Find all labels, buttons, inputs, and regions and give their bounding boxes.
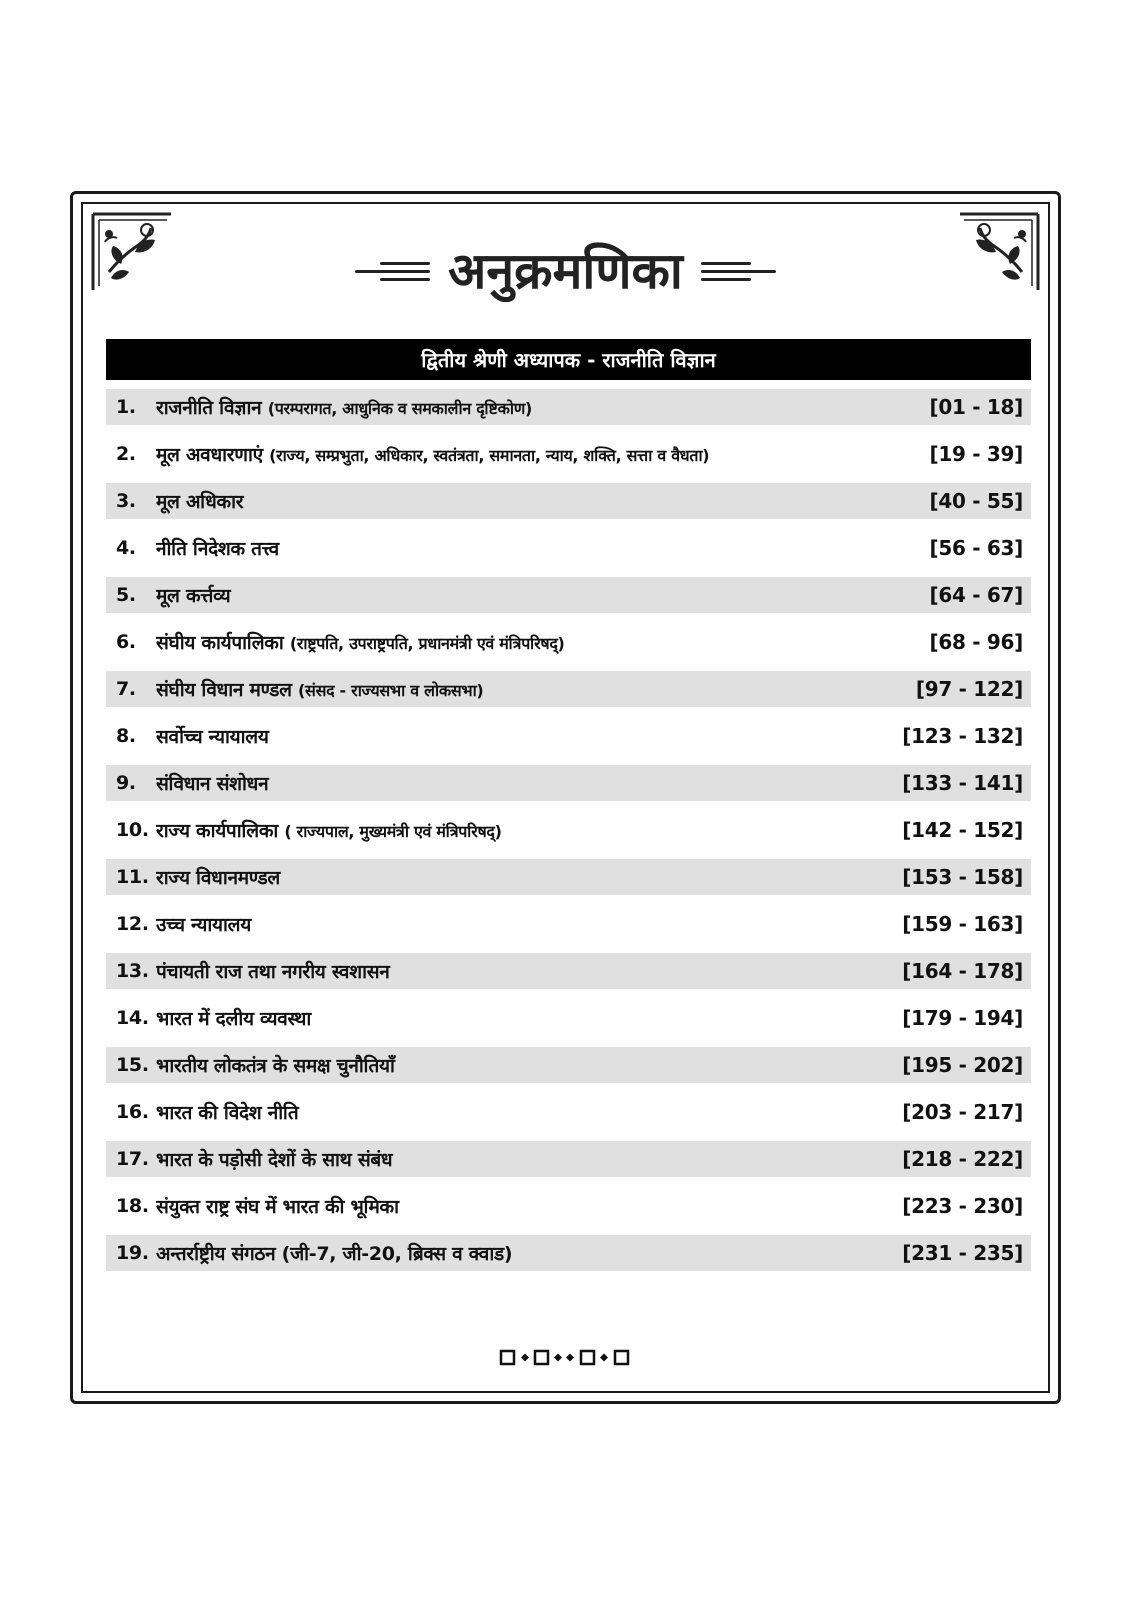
entry-number: 1. bbox=[116, 396, 136, 418]
entry-title: संघीय विधान मण्डल bbox=[156, 679, 292, 701]
section-header: द्वितीय श्रेणी अध्यापक - राजनीति विज्ञान bbox=[106, 339, 1031, 380]
entry-page-range: [56 - 63] bbox=[929, 536, 1023, 560]
entry-topic bbox=[156, 394, 930, 420]
entry-page-range: [133 - 141] bbox=[902, 771, 1023, 795]
entry-subtitle: (संसद - राज्यसभा व लोकसभा) bbox=[298, 681, 484, 700]
entry-topic bbox=[156, 817, 902, 843]
entry-title: भारतीय लोकतंत्र के समक्ष चुनौतियाँ bbox=[156, 1055, 395, 1077]
table-row bbox=[106, 906, 1031, 942]
entry-title: नीति निदेशक तत्त्व bbox=[156, 538, 279, 560]
entry-topic bbox=[156, 488, 930, 514]
title-left-lines bbox=[355, 262, 430, 281]
entry-topic bbox=[156, 582, 930, 608]
footer-ornament bbox=[83, 1348, 1048, 1368]
table-row bbox=[106, 624, 1031, 660]
entry-topic bbox=[156, 535, 930, 561]
entry-page-range: [142 - 152] bbox=[902, 818, 1023, 842]
entry-number: 4. bbox=[116, 537, 136, 559]
entry-title: उच्च न्यायालय bbox=[156, 914, 251, 936]
entry-topic bbox=[156, 1099, 902, 1125]
entry-title: पंचायती राज तथा नगरीय स्वशासन bbox=[156, 961, 390, 983]
entry-page-range: [64 - 67] bbox=[929, 583, 1023, 607]
entry-number: 8. bbox=[116, 725, 136, 747]
table-row bbox=[106, 765, 1031, 801]
entry-title: संघीय कार्यपालिका bbox=[156, 632, 284, 654]
table-row bbox=[106, 812, 1031, 848]
entry-title: संयुक्त राष्ट्र संघ में भारत की भूमिका bbox=[156, 1196, 399, 1218]
table-row bbox=[106, 953, 1031, 989]
entry-title: राज्य विधानमण्डल bbox=[156, 867, 280, 889]
table-row bbox=[106, 671, 1031, 707]
square-diamond-ornament-icon bbox=[499, 1348, 633, 1368]
entry-topic bbox=[156, 1052, 902, 1078]
table-row bbox=[106, 1235, 1031, 1271]
entry-page-range: [159 - 163] bbox=[902, 912, 1023, 936]
entry-title: सर्वोच्च न्यायालय bbox=[156, 726, 269, 748]
entry-topic bbox=[156, 629, 930, 655]
entry-number: 19. bbox=[116, 1242, 149, 1264]
entry-title: मूल कर्त्तव्य bbox=[156, 585, 231, 607]
entry-page-range: [40 - 55] bbox=[929, 489, 1023, 513]
entry-page-range: [01 - 18] bbox=[929, 395, 1023, 419]
entry-page-range: [231 - 235] bbox=[902, 1241, 1023, 1265]
entry-title: मूल अधिकार bbox=[156, 491, 244, 513]
entry-topic bbox=[156, 864, 902, 890]
page-title: अनुक्रमणिका bbox=[448, 242, 683, 300]
entry-topic bbox=[156, 1193, 902, 1219]
entry-number: 13. bbox=[116, 960, 149, 982]
entry-title: भारत के पड़ोसी देशों के साथ संबंध bbox=[156, 1149, 393, 1171]
entry-number: 11. bbox=[116, 866, 149, 888]
entry-number: 6. bbox=[116, 631, 136, 653]
entry-number: 12. bbox=[116, 913, 149, 935]
entry-subtitle: ( राज्यपाल, मुख्यमंत्री एवं मंत्रिपरिषद्) bbox=[284, 822, 502, 841]
entry-number: 9. bbox=[116, 772, 136, 794]
entry-topic bbox=[156, 770, 902, 796]
entry-number: 15. bbox=[116, 1054, 149, 1076]
page-border bbox=[70, 191, 1061, 1404]
table-row bbox=[106, 483, 1031, 519]
entry-page-range: [223 - 230] bbox=[902, 1194, 1023, 1218]
entry-topic bbox=[156, 958, 902, 984]
entry-title: राज्य कार्यपालिका bbox=[156, 820, 279, 842]
entry-page-range: [68 - 96] bbox=[929, 630, 1023, 654]
table-row bbox=[106, 718, 1031, 754]
table-row bbox=[106, 389, 1031, 425]
entry-title: भारत में दलीय व्यवस्था bbox=[156, 1008, 311, 1030]
entry-page-range: [164 - 178] bbox=[902, 959, 1023, 983]
entry-number: 5. bbox=[116, 584, 136, 606]
title-right-lines bbox=[701, 262, 776, 281]
table-row bbox=[106, 1000, 1031, 1036]
table-row bbox=[106, 1094, 1031, 1130]
entry-title: अन्तर्राष्ट्रीय संगठन (जी-7, जी-20, ब्रिक्स व क्वाड) bbox=[156, 1243, 513, 1265]
entry-number: 17. bbox=[116, 1148, 149, 1170]
title-block bbox=[83, 236, 1048, 306]
table-row bbox=[106, 436, 1031, 472]
entry-topic bbox=[156, 1146, 902, 1172]
contents-list bbox=[106, 389, 1031, 1282]
entry-subtitle: (राज्य, सम्प्रभुता, अधिकार, स्वतंत्रता, समानता, न्याय, शक्ति, सत्ता व वैधता) bbox=[269, 446, 710, 465]
entry-page-range: [123 - 132] bbox=[902, 724, 1023, 748]
entry-number: 7. bbox=[116, 678, 136, 700]
entry-number: 18. bbox=[116, 1195, 149, 1217]
entry-title: मूल अवधारणाएं bbox=[156, 444, 263, 466]
entry-title: भारत की विदेश नीति bbox=[156, 1102, 299, 1124]
table-row bbox=[106, 859, 1031, 895]
table-row bbox=[106, 577, 1031, 613]
entry-page-range: [203 - 217] bbox=[902, 1100, 1023, 1124]
entry-subtitle: (परम्परागत, आधुनिक व समकालीन दृष्टिकोण) bbox=[267, 399, 532, 418]
table-row bbox=[106, 1047, 1031, 1083]
entry-topic bbox=[156, 441, 930, 467]
entry-topic bbox=[156, 1005, 902, 1031]
table-row bbox=[106, 1141, 1031, 1177]
entry-title: संविधान संशोधन bbox=[156, 773, 269, 795]
entry-number: 3. bbox=[116, 490, 136, 512]
entry-page-range: [179 - 194] bbox=[902, 1006, 1023, 1030]
entry-title: राजनीति विज्ञान bbox=[156, 397, 262, 419]
entry-page-range: [19 - 39] bbox=[929, 442, 1023, 466]
entry-topic bbox=[156, 911, 902, 937]
table-row bbox=[106, 530, 1031, 566]
entry-topic bbox=[156, 676, 916, 702]
entry-number: 14. bbox=[116, 1007, 149, 1029]
table-row bbox=[106, 1188, 1031, 1224]
entry-topic bbox=[156, 1240, 902, 1266]
entry-page-range: [97 - 122] bbox=[915, 677, 1023, 701]
entry-subtitle: (राष्ट्रपति, उपराष्ट्रपति, प्रधानमंत्री एवं मंत्रिपरिषद्) bbox=[289, 634, 565, 653]
entry-page-range: [195 - 202] bbox=[902, 1053, 1023, 1077]
entry-topic bbox=[156, 723, 902, 749]
entry-page-range: [218 - 222] bbox=[902, 1147, 1023, 1171]
entry-number: 2. bbox=[116, 443, 136, 465]
entry-number: 10. bbox=[116, 819, 149, 841]
entry-page-range: [153 - 158] bbox=[902, 865, 1023, 889]
page-inner-border bbox=[81, 202, 1050, 1393]
entry-number: 16. bbox=[116, 1101, 149, 1123]
